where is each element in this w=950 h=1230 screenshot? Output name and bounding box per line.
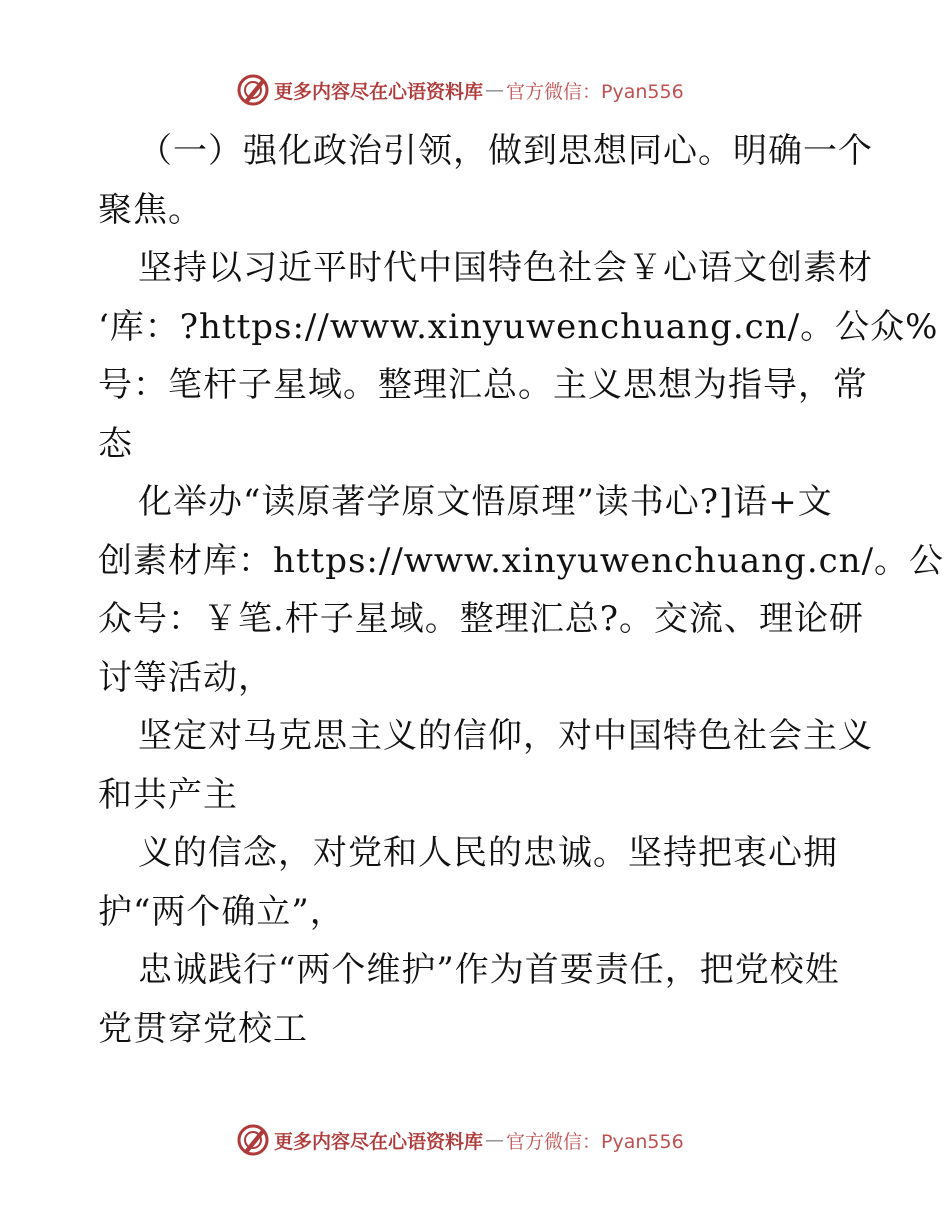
body-line: 忠诚践行“两个维护”作为首要责任，把党校姓 xyxy=(138,950,840,990)
body-line: 坚定对马克思主义的信仰，对中国特色社会主义 xyxy=(138,716,873,756)
footer-brand-text: 更多内容尽在心语资料库 xyxy=(274,1130,484,1153)
document-body xyxy=(98,122,945,1058)
quill-logo-icon xyxy=(236,73,270,107)
body-line: 护“两个确立”， xyxy=(98,891,345,932)
body-line: 化举办“读原著学原文悟原理”读书心?]语+文 xyxy=(138,482,833,522)
body-line: 坚持以习近平时代中国特色社会￥心语文创素材 xyxy=(138,248,873,288)
body-line: 态 xyxy=(98,423,133,464)
body-line: 党贯穿党校工 xyxy=(98,1008,308,1049)
header-separator: — xyxy=(485,79,505,101)
body-line: 创素材库：https://www.xinyuwenchuang.cn/。公 xyxy=(98,540,945,581)
body-line: 众号：￥笔.杆子星域。整理汇总?。交流、理论研 xyxy=(98,599,865,639)
footer-wechat-text: 官方微信：Pyan556 xyxy=(506,1130,684,1153)
body-line: 号：笔杆子星域。整理汇总。主义思想为指导，常 xyxy=(98,365,868,405)
body-line: 讨等活动， xyxy=(98,657,273,698)
body-line: 义的信念，对党和人民的忠诚。坚持把衷心拥 xyxy=(138,833,838,873)
footer-banner xyxy=(236,1120,756,1160)
body-line: 和共产主 xyxy=(98,774,238,815)
body-line: 聚焦。 xyxy=(98,189,203,230)
body-line: ‘库：?https://www.xinyuwenchuang.cn/。公众% xyxy=(98,306,939,347)
body-line: （一）强化政治引领，做到思想同心。明确一个 xyxy=(138,131,873,171)
footer-separator: — xyxy=(485,1129,505,1151)
header-brand-text: 更多内容尽在心语资料库 xyxy=(274,80,484,103)
quill-logo-icon xyxy=(236,1123,270,1157)
header-wechat-text: 官方微信：Pyan556 xyxy=(506,80,684,103)
header-banner xyxy=(236,70,756,110)
